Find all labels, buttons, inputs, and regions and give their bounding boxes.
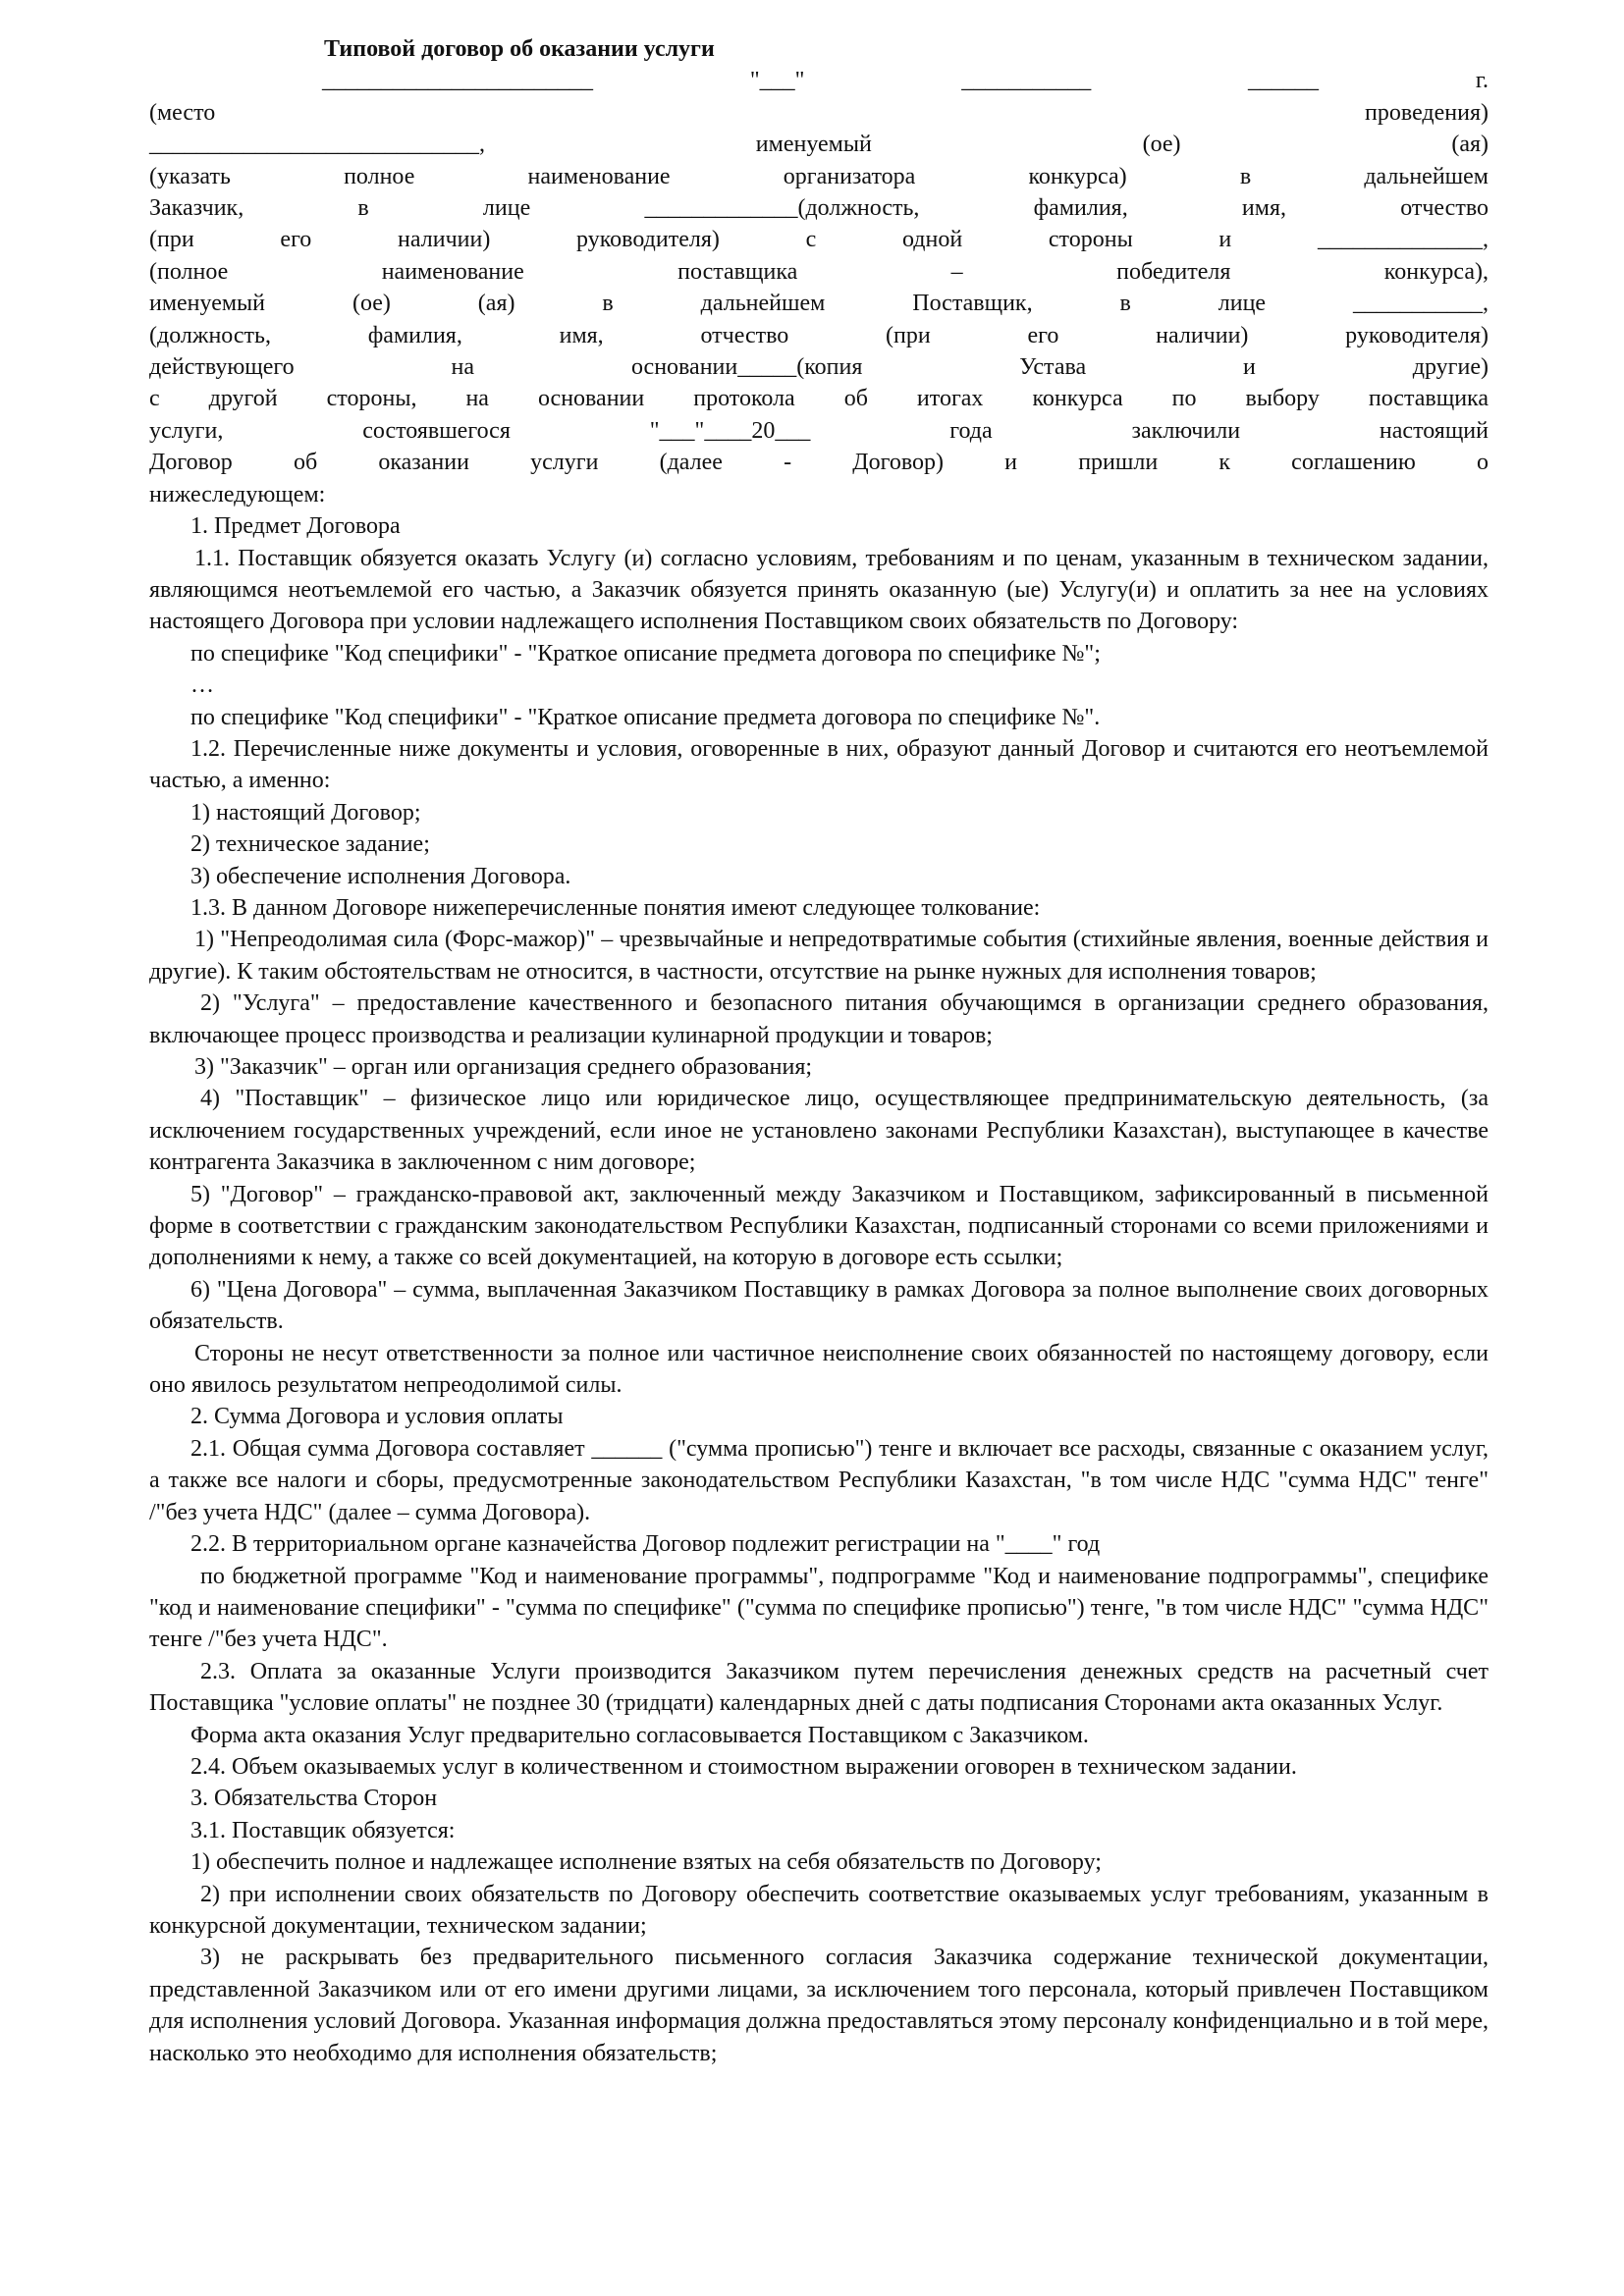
preamble	[149, 65, 1489, 510]
paragraph: …	[190, 672, 214, 699]
definition: 2) "Услуга" – предоставление качественного и безопасного питания обучающимся в организации среднего образования, включающее процесс производства и реализации кулинарной продукции и товаров;	[149, 990, 1489, 1048]
paragraph: 2.3. Оплата за оказанные Услуги производится Заказчиком путем перечисления денежных средств на расчетный счет Поставщика "условие оплаты" не позднее 30 (тридцати) календарных дней с даты подписания Сторонами акта оказанных Услуг.	[149, 1658, 1489, 1717]
preamble-line: с другой стороны, на основании протокола об итогах конкурса по выбору поставщика	[149, 386, 1489, 412]
paragraph: Стороны не несут ответственности за полное или частичное неисполнение своих обязанностей по настоящему договору, если оно явилось результатом непреодолимой силы.	[149, 1340, 1489, 1399]
list-item: 2) при исполнении своих обязательств по Договору обеспечить соответствие оказываемых услуг требованиям, указанным в конкурсной документации, техническом задании;	[149, 1881, 1489, 1939]
section-title: 1. Предмет Договора	[190, 513, 401, 540]
paragraph: Форма акта оказания Услуг предварительно согласовывается Поставщиком с Заказчиком.	[190, 1722, 1089, 1748]
section-title: 3. Обязательства Сторон	[190, 1786, 438, 1812]
preamble-line: Договор об оказании услуги (далее - Договор) и пришли к соглашению о	[149, 450, 1489, 476]
definition: 6) "Цена Договора" – сумма, выплаченная Заказчиком Поставщику в рамках Договора за полное выполнение своих договорных обязательств.	[149, 1276, 1489, 1335]
preamble-line: (при его наличии) руководителя) с одной стороны и ______________,	[149, 227, 1489, 253]
definition: 3) "Заказчик" – орган или организация среднего образования;	[194, 1054, 813, 1080]
preamble-line: (полное наименование поставщика – победителя конкурса),	[149, 258, 1489, 285]
list-item: 3) обеспечение исполнения Договора.	[190, 863, 571, 889]
paragraph: 1.3. В данном Договоре нижеперечисленные понятия имеют следующее толкование:	[190, 894, 1041, 921]
preamble-line: именуемый (ое) (ая) в дальнейшем Поставщик, в лице ___________,	[149, 291, 1489, 317]
paragraph: по специфике "Код специфики" - "Краткое описание предмета договора по специфике №";	[190, 640, 1101, 667]
preamble-line: нижеследующем:	[149, 481, 326, 507]
preamble-line: действующего на основании_____(копия Устава и другие)	[149, 354, 1489, 381]
paragraph: 3.1. Поставщик обязуется:	[190, 1817, 456, 1843]
list-item: 1) настоящий Договор;	[190, 799, 421, 826]
preamble-line: (должность, фамилия, имя, отчество (при его наличии) руководителя)	[149, 322, 1489, 348]
preamble-line: Заказчик, в лице _____________(должность, фамилия, имя, отчество	[149, 195, 1489, 222]
preamble-line: (указать полное наименование организатора конкурса) в дальнейшем	[149, 163, 1489, 189]
definition: 4) "Поставщик" – физическое лицо или юридическое лицо, осуществляющее предпринимательскую деятельность, (за исключением государственных учреждений, если иное не установлено законами Республики Казахстан), выступающее в качестве контрагента Заказчика в заключенном с ним договоре;	[149, 1086, 1489, 1176]
definition: 1) "Непреодолимая сила (Форс-мажор)" – чрезвычайные и непредотвратимые события (стихийные явления, военные действия и другие). К таким обстоятельствам не относится, в частности, отсутствие на рынке нужных для исполнения товаров;	[149, 927, 1489, 985]
preamble-line: услуги, состоявшегося "___"____20___ года заключили настоящий	[149, 417, 1489, 444]
list-item: 1) обеспечить полное и надлежащее исполнение взятых на себя обязательств по Договору;	[190, 1849, 1102, 1876]
section-title: 2. Сумма Договора и условия оплаты	[190, 1404, 564, 1430]
paragraph: 2.2. В территориальном органе казначейства Договор подлежит регистрации на "____" год	[190, 1531, 1101, 1558]
paragraph: 1.1. Поставщик обязуется оказать Услугу (и) согласно условиям, требованиям и по ценам, указанным в техническом задании, являющимся неотъемлемой его частью, а Заказчик обязуется принять оказанную (ые) Услугу(и) и оплатить за нее на условиях настоящего Договора при условии надлежащего исполнения Поставщиком своих обязательств по Договору:	[149, 545, 1489, 635]
definition: 5) "Договор" – гражданско-правовой акт, заключенный между Заказчиком и Поставщиком, зафиксированный в письменной форме в соответствии с гражданским законодательством Республики Казахстан, подписанный сторонами со всеми приложениями и дополнениями к нему, а также со всей документацией, на которую в договоре есть ссылки;	[149, 1181, 1489, 1271]
document-title: Типовой договор об оказании услуги	[324, 36, 715, 62]
paragraph: 2.1. Общая сумма Договора составляет ______ ("сумма прописью") тенге и включает все расходы, связанные с оказанием услуг, а также все налоги и сборы, предусмотренные законодательством Республики Казахстан, "в том числе НДС "сумма НДС" тенге" /"без учета НДС" (далее – сумма Договора).	[149, 1435, 1489, 1525]
list-item: 2) техническое задание;	[190, 831, 430, 858]
list-item: 3) не раскрывать без предварительного письменного согласия Заказчика содержание технической документации, представленной Заказчиком или от его имени другими лицами, за исключением того персонала, который привлечен Поставщиком для исполнения условий Договора. Указанная информация должна предоставляться этому персоналу конфиденциально и в той мере, насколько это необходимо для исполнения обязательств;	[149, 1945, 1489, 2066]
preamble-line: _______________________ "___" ___________ ______ г.	[322, 68, 1489, 94]
paragraph: 1.2. Перечисленные ниже документы и условия, оговоренные в них, образуют данный Договор и считаются его неотъемлемой частью, а именно:	[149, 735, 1489, 794]
preamble-line: (место проведения)	[149, 99, 1489, 126]
preamble-line: ____________________________, именуемый (ое) (ая)	[149, 132, 1489, 158]
paragraph: по бюджетной программе "Код и наименование программы", подпрограмме "Код и наименование подпрограммы", специфике "код и наименование специфики" - "сумма по специфике" ("сумма по специфике прописью") тенге, "в том числе НДС" "сумма НДС" тенге /"без учета НДС".	[149, 1563, 1489, 1653]
paragraph: по специфике "Код специфики" - "Краткое описание предмета договора по специфике №".	[190, 704, 1101, 730]
paragraph: 2.4. Объем оказываемых услуг в количественном и стоимостном выражении оговорен в техническом задании.	[190, 1753, 1297, 1780]
